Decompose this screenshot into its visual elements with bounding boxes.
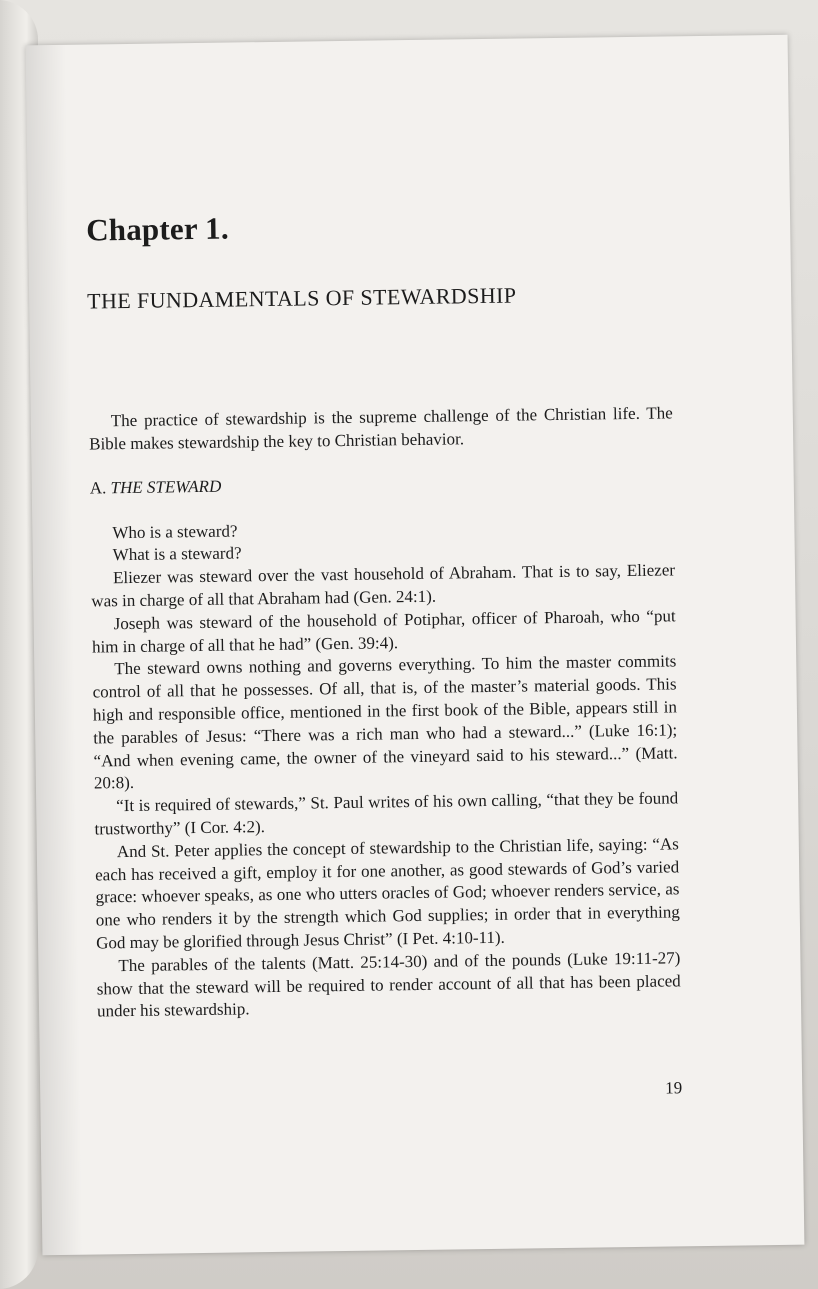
section-letter: A. (89, 477, 107, 498)
body-paragraph: Eliezer was steward over the vast household of Abraham. That is to say, Eliezer was in charge of all that Abraham had (Gen. 24:1). (91, 560, 676, 611)
chapter-heading: Chapter 1. (85, 210, 230, 248)
body-paragraph: “It is required of stewards,” St. Paul writes of his own calling, “that they be found trustworthy” (I Cor. 4:2). (94, 788, 679, 839)
section-heading (90, 470, 674, 498)
section-title: THE STEWARD (110, 476, 222, 497)
body-paragraph: Joseph was steward of the household of Potiphar, officer of Pharoah, who “put him in charge of all that he had” (Gen. 39:4). (91, 606, 676, 657)
page-content (86, 204, 681, 1023)
body-paragraph: Who is a steward? (112, 521, 238, 542)
body-paragraph: The steward owns nothing and governs everything. To him the master commits control of all that he possesses. Of all, that is, of the master’s material goods. This high and responsible office, mentioned in the first book of the Bible, appears still in the parables of Jesus: “There was a rich man who had a steward...” (Luke 16:1); “And when evening came, the owner of the vineyard said to his steward...” (Matt. 20:8). (92, 651, 678, 793)
intro-paragraph: The practice of stewardship is the supreme challenge of the Christian life. The Bible makes stewardship the key to Christian behavior. (89, 403, 673, 454)
body-paragraph: And St. Peter applies the concept of stewardship to the Christian life, saying: “As each has received a gift, employ it for one another, as good stewards of God’s varied grace: whoever speaks, as one who utters oracles of God; whoever renders service, as one who renders it by the strength which God supplies; in order that in everything God may be glorified through Jesus Christ” (I Pet. 4:10-11). (95, 834, 680, 953)
chapter-title: THE FUNDAMENTALS OF STEWARDSHIP (86, 282, 517, 314)
book-page (26, 35, 805, 1256)
body-paragraph: The parables of the talents (Matt. 25:14-30) and of the pounds (Luke 19:11-27) show that the steward will be required to render account of all that has been placed under his stewardship. (96, 948, 681, 1021)
body-paragraph: What is a steward? (112, 543, 242, 565)
page-number: 19 (665, 1078, 683, 1098)
